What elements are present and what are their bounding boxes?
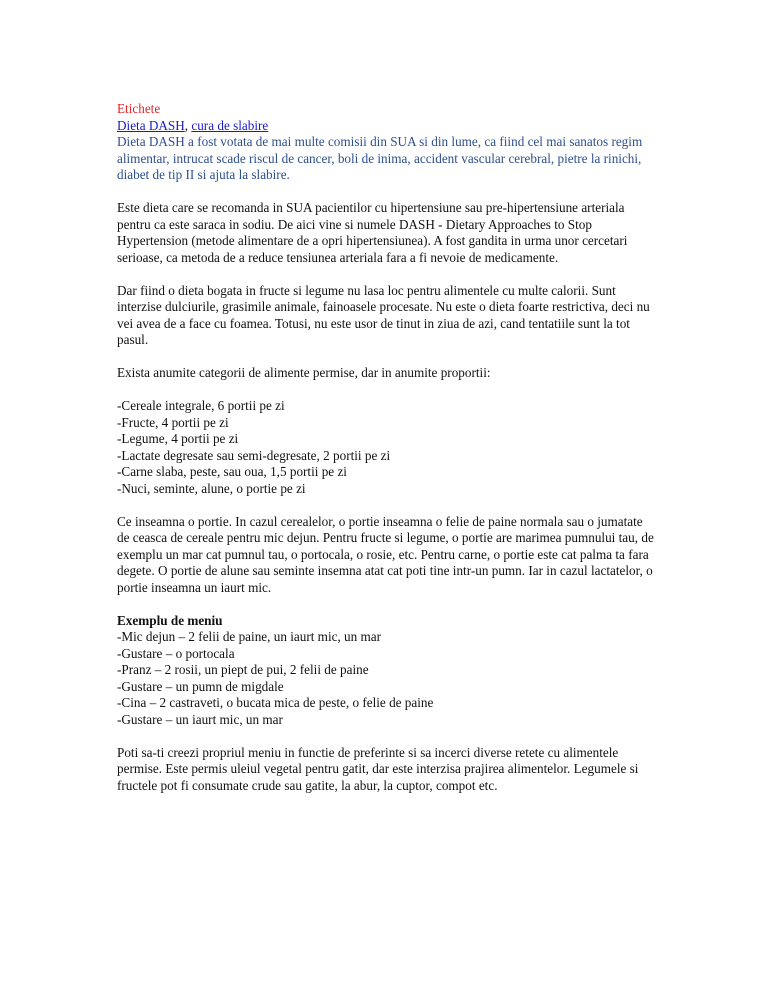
paragraph-portion-explanation: Ce inseamna o portie. In cazul cerealelor, o portie inseamna o felie de paine normala sau o jumatate de ceasca de cereale pentru mic dejun. Pentru fructe si legume, o portie are marimea pumnului tau, de exemplu un mar cat pumnul tau, o portocala, o rosie, etc. Pentru carne, o portie este cat palma ta fara degete. O portie de alune sau seminte insemna atat cat poti tine intr-un pumn. Iar in cazul lactatelor, o portie inseamna un iaurt mic. (117, 513, 654, 595)
menu-list (117, 629, 657, 728)
paragraph-hypertension: Este dieta care se recomanda in SUA pacientilor cu hipertensiune sau pre-hipertensiune arteriala pentru ca este saraca in sodiu. De aici vine si numele DASH - Dietary Approaches to Stop Hypertension (metode alimentare de a opri hipertensiunea). A fost gandita in urma unor cercetari serioase, ca metoda de a reduce tensiunea arteriala fara a fi nevoie de medicamente. (117, 200, 628, 265)
list-item: -Legume, 4 portii pe zi (117, 431, 239, 446)
list-item: -Carne slaba, peste, sau oua, 1,5 portii pe zi (117, 464, 347, 479)
tag-link-cura-de-slabire[interactable]: cura de slabire (191, 117, 269, 133)
list-item: -Mic dejun – 2 felii de paine, un iaurt mic, un mar (117, 629, 382, 644)
tag-link-dieta-dash[interactable]: Dieta DASH (117, 117, 185, 133)
list-item: -Cina – 2 castraveti, o bucata mica de peste, o felie de paine (117, 695, 434, 710)
paragraph-food-categories: Exista anumite categorii de alimente permise, dar in anumite proportii: (117, 365, 491, 380)
list-item: -Cereale integrale, 6 portii pe zi (117, 398, 285, 413)
intro-paragraph: Dieta DASH a fost votata de mai multe comisii din SUA si din lume, ca fiind cel mai sanatos regim alimentar, intrucat scade riscul de cancer, boli de inima, accident vascular cerebral, pietre la rinichi, diabet de tip II si ajuta la slabire. (117, 134, 643, 182)
list-item: -Gustare – un pumn de migdale (117, 678, 284, 694)
portions-list (117, 398, 657, 497)
list-item: -Nuci, seminte, alune, o portie pe zi (117, 480, 306, 496)
tags-separator: , (184, 117, 192, 133)
tags-line (117, 118, 657, 135)
list-item: -Lactate degresate sau semi-degresate, 2 portii pe zi (117, 447, 391, 463)
paragraph-closing: Poti sa-ti creezi propriul meniu in functie de preferinte si sa incerci diverse retete cu alimentele permise. Este permis uleiul vegetal pentru gatit, dar este interzisa prajirea alimentelor. Legumele si fructele pot fi consumate crude sau gatite, la abur, la cuptor, compot etc. (117, 744, 639, 793)
list-item: -Gustare – o portocala (117, 645, 235, 661)
list-item: -Pranz – 2 rosii, un piept de pui, 2 felii de paine (117, 662, 369, 677)
paragraph-fruits-vegetables: Dar fiind o dieta bogata in fructe si legume nu lasa loc pentru alimentele cu multe calorii. Sunt interzise dulciurile, grasimile animale, fainoasele procesate. Nu este o dieta foarte restrictiva, deci nu vei avea de a face cu foamea. Totusi, nu este usor de tinut in ziua de azi, cand tentatiile sunt la tot pasul. (117, 282, 650, 347)
document-page (117, 101, 657, 811)
list-item: -Gustare – un iaurt mic, un mar (117, 711, 283, 727)
list-item: -Fructe, 4 portii pe zi (117, 414, 229, 430)
tags-label: Etichete (117, 101, 161, 116)
menu-title: Exemplu de meniu (117, 612, 223, 628)
